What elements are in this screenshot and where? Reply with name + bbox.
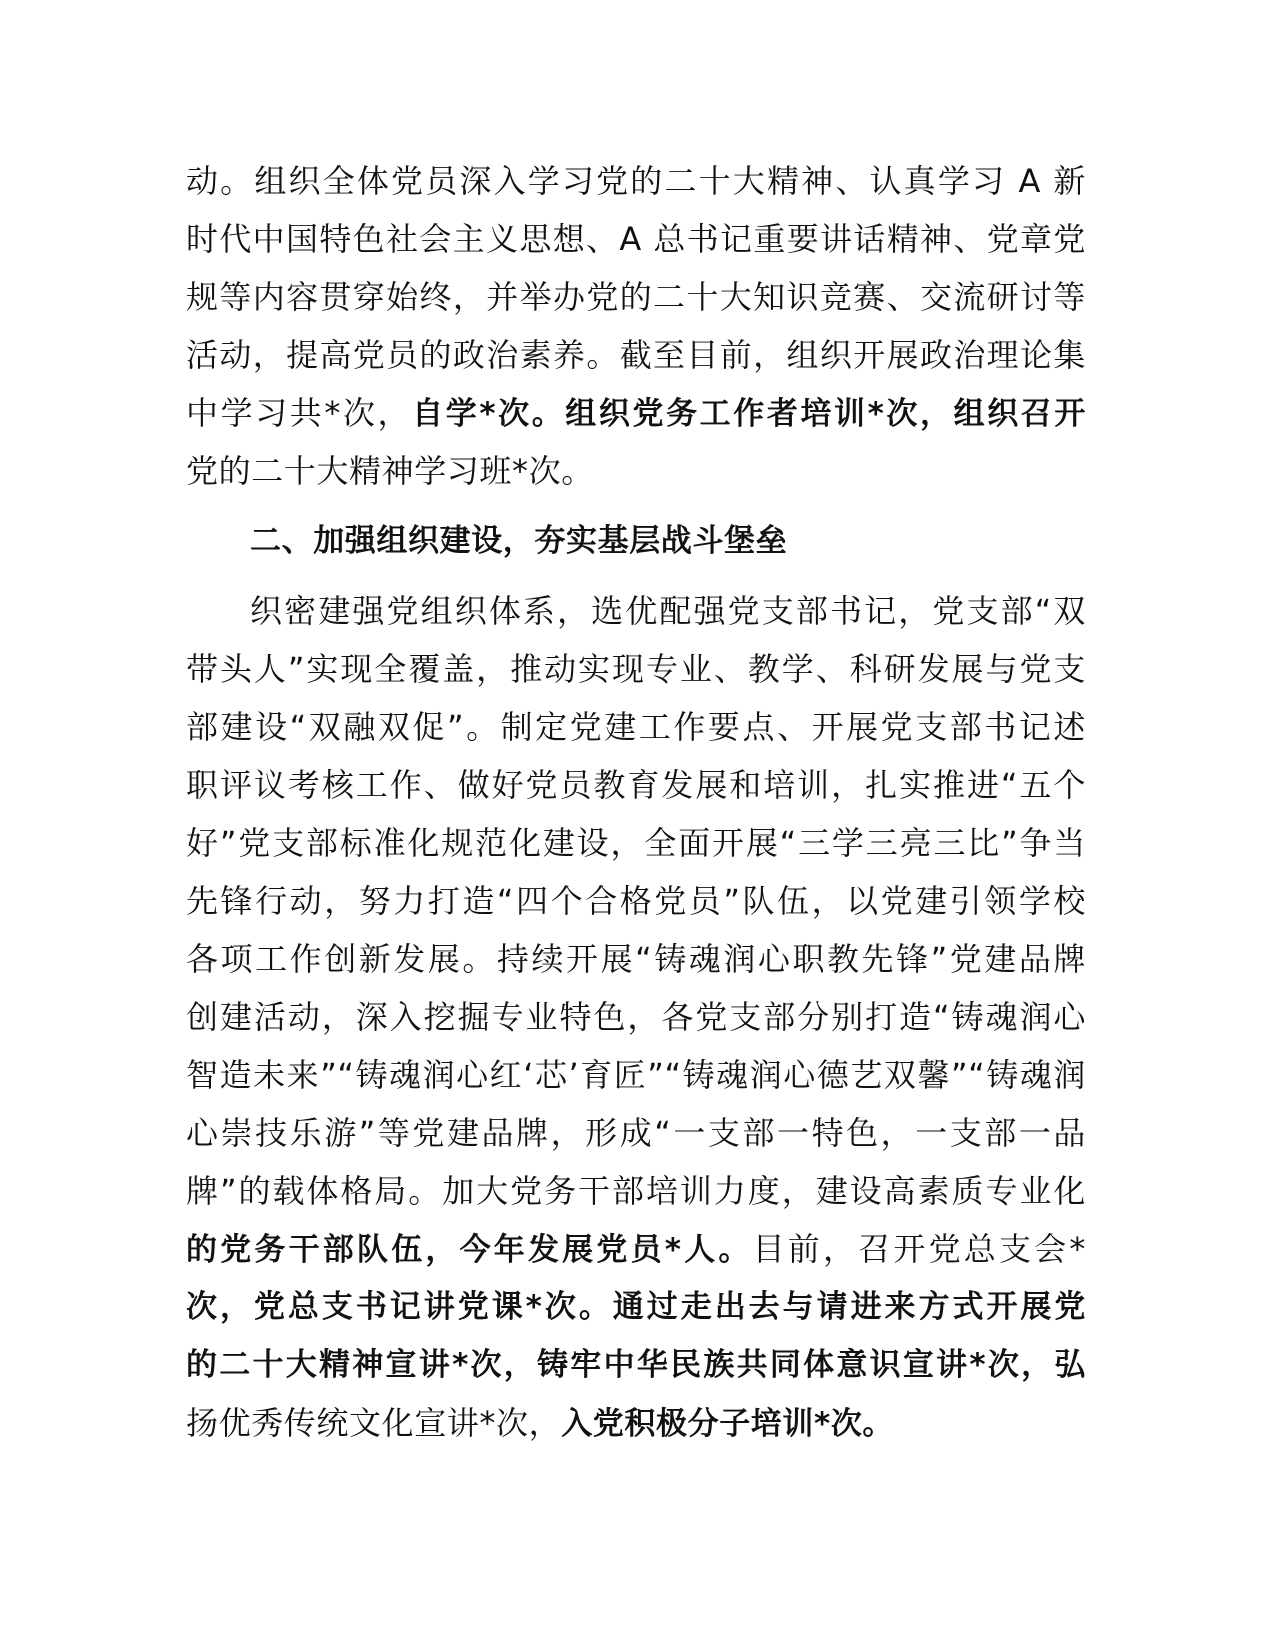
paragraph-line: 牌”的载体格局。加大党务干部培训力度，建设高素质专业化 bbox=[186, 1172, 1086, 1210]
paragraph-line: 先锋行动，努力打造“四个合格党员”队伍，以党建引领学校 bbox=[186, 882, 1086, 920]
paragraph-line: 活动，提高党员的政治素养。截至目前，组织开展政治理论集 bbox=[186, 336, 1086, 374]
paragraph-line bbox=[186, 1220, 1086, 1278]
paragraph-gap bbox=[186, 500, 1086, 512]
paragraph-segment: 扬优秀传统文化宣讲*次， bbox=[186, 1404, 562, 1442]
paragraph-line: 各项工作创新发展。持续开展“铸魂润心职教先锋”党建品牌 bbox=[186, 940, 1086, 978]
paragraph-line: 好”党支部标准化规范化建设，全面开展“三学三亮三比”争当 bbox=[186, 824, 1086, 862]
paragraph-line: 规等内容贯穿始终，并举办党的二十大知识竞赛、交流研讨等 bbox=[186, 278, 1086, 316]
paragraph-line bbox=[186, 1394, 1086, 1452]
paragraph-line: 智造未来”“铸魂润心红‘芯’育匠”“铸魂润心德艺双馨”“铸魂润 bbox=[186, 1056, 1086, 1094]
document-body bbox=[186, 152, 1086, 1452]
paragraph-line-bold: 的二十大精神宣讲*次，铸牢中华民族共同体意识宣讲*次，弘 bbox=[186, 1347, 1086, 1383]
paragraph-segment-bold: 的党务干部队伍，今年发展党员*人。 bbox=[186, 1232, 753, 1268]
paragraph-line: 职评议考核工作、做好党员教育发展和培训，扎实推进“五个 bbox=[186, 766, 1086, 804]
paragraph-gap bbox=[186, 570, 1086, 582]
paragraph-line: 织密建强党组织体系，选优配强党支部书记，党支部“双 bbox=[250, 592, 1086, 630]
paragraph-line: 动。组织全体党员深入学习党的二十大精神、认真学习 A 新 bbox=[186, 162, 1086, 200]
paragraph-line: 时代中国特色社会主义思想、A 总书记重要讲话精神、党章党 bbox=[186, 220, 1086, 258]
paragraph-line: 党的二十大精神学习班*次。 bbox=[186, 452, 594, 490]
section-heading: 二、加强组织建设，夯实基层战斗堡垒 bbox=[250, 523, 788, 559]
paragraph-line: 心崇技乐游”等党建品牌，形成“一支部一特色，一支部一品 bbox=[186, 1114, 1086, 1152]
paragraph-segment-bold: 入党积极分子培训*次。 bbox=[561, 1406, 895, 1442]
paragraph-line: 部建设“双融双促”。制定党建工作要点、开展党支部书记述 bbox=[186, 708, 1086, 746]
paragraph-line-bold: 次，党总支书记讲党课*次。通过走出去与请进来方式开展党 bbox=[186, 1289, 1086, 1325]
paragraph-line bbox=[186, 384, 1086, 442]
paragraph-line: 创建活动，深入挖掘专业特色，各党支部分别打造“铸魂润心 bbox=[186, 998, 1086, 1036]
paragraph-segment: 中学习共*次， bbox=[186, 394, 413, 432]
paragraph-segment-bold: 自学*次。组织党务工作者培训*次，组织召开 bbox=[412, 396, 1086, 432]
paragraph-segment: 目前，召开党总支会* bbox=[752, 1230, 1086, 1268]
paragraph-line: 带头人”实现全覆盖，推动实现专业、教学、科研发展与党支 bbox=[186, 650, 1086, 688]
